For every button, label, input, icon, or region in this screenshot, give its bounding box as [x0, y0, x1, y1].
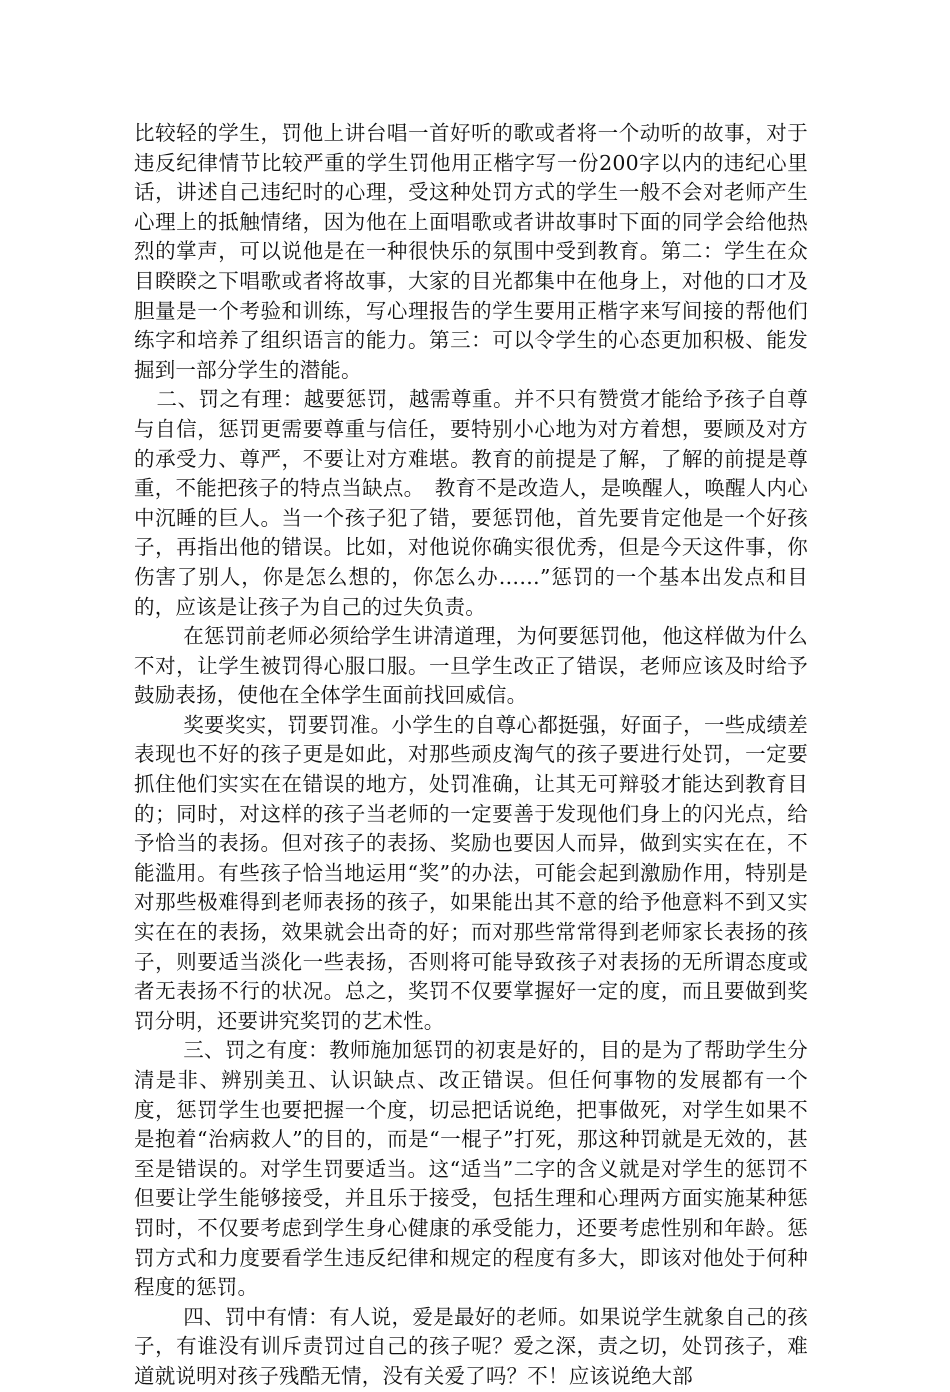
paragraph-continuation: 比较轻的学生，罚他上讲台唱一首好听的歌或者将一个动听的故事，对于违反纪律情节比较严重的学生罚他用正楷字写一份200字以内的违纪心里话，讲述自己违纪时的心理，受这种处罚方式的学生一般不会对老师产生心理上的抵触情绪，因为他在上面唱歌或者讲故事时下面的同学会给他热烈的掌声，可以说他是在一种很快乐的氛围中受到教育。第二：学生在众目睽睽之下唱歌或者将故事，大家的目光都集中在他身上，对他的口才及胆量是一个考验和训练，写心理报告的学生要用正楷字来写间接的帮他们练字和培养了组织语言的能力。第三：可以令学生的心态更加积极、能发掘到一部分学生的潜能。 — [134, 121, 808, 382]
paragraph-section-two: 二、罚之有理：越要惩罚，越需尊重。并不只有赞赏才能给予孩子自尊与自信，惩罚更需要尊重与信任，要特别小心地为对方着想，要顾及对方的承受力、尊严，不要让对方难堪。教育的前提是了解，了解的前提是尊重，不能把孩子的特点当缺点。 教育不是改造人，是唤醒人，唤醒人内心中沉睡的巨人。当一个孩子犯了错，要惩罚他，首先要肯定他是一个好孩子，再指出他的错误。比如，对他说你确实很优秀，但是今天这件事，你伤害了别人，你是怎么想的，你怎么办……”惩罚的一个基本出发点和目的，应该是让孩子为自己的过失负责。 — [134, 387, 808, 619]
paragraph-section-four: 四、罚中有情：有人说，爱是最好的老师。如果说学生就象自己的孩子，有谁没有训斥责罚过自己的孩子呢？爱之深，责之切，处罚孩子，难道就说明对孩子残酷无情，没有关爱了吗？不！应该说绝大部 — [134, 1304, 808, 1388]
document-page — [134, 119, 808, 1392]
paragraph-explain-reason: 在惩罚前老师必须给学生讲清道理，为何要惩罚他，他这样做为什么不对，让学生被罚得心服口服。一旦学生改正了错误，老师应该及时给予鼓励表扬，使他在全体学生面前找回威信。 — [134, 624, 808, 708]
paragraph-section-three: 三、罚之有度：教师施加惩罚的初衷是好的，目的是为了帮助学生分清是非、辨别美丑、认识缺点、改正错误。但任何事物的发展都有一个度，惩罚学生也要把握一个度，切忌把话说绝，把事做死，对学生如果不是抱着“治病救人”的目的，而是“一棍子”打死，那这种罚就是无效的，甚至是错误的。对学生罚要适当。这“适当”二字的含义就是对学生的惩罚不但要让学生能够接受，并且乐于接受，包括生理和心理两方面实施某种惩罚时，不仅要考虑到学生身心健康的承受能力，还要考虑性别和年龄。惩罚方式和力度要看学生违反纪律和规定的程度有多大，即该对他处于何种程度的惩罚。 — [134, 1038, 808, 1300]
paragraph-reward-punish: 奖要奖实，罚要罚准。小学生的自尊心都挺强，好面子，一些成绩差表现也不好的孩子更是如此，对那些顽皮淘气的孩子要进行处罚，一定要抓住他们实实在在错误的地方，处罚准确，让其无可辩驳才能达到教育目的；同时，对这样的孩子当老师的一定要善于发现他们身上的闪光点，给予恰当的表扬。但对孩子的表扬、奖励也要因人而异，做到实实在在，不能滥用。有些孩子恰当地运用“奖”的办法，可能会起到激励作用，特别是对那些极难得到老师表扬的孩子，如果能出其不意的给予他意料不到又实实在在的表扬，效果就会出奇的好；而对那些常常得到老师家长表扬的孩子，则要适当淡化一些表扬，否则将可能导致孩子对表扬的无所谓态度或者无表扬不行的状况。总之，奖罚不仅要掌握好一定的度，而且要做到奖罚分明，还要讲究奖罚的艺术性。 — [134, 712, 808, 1033]
